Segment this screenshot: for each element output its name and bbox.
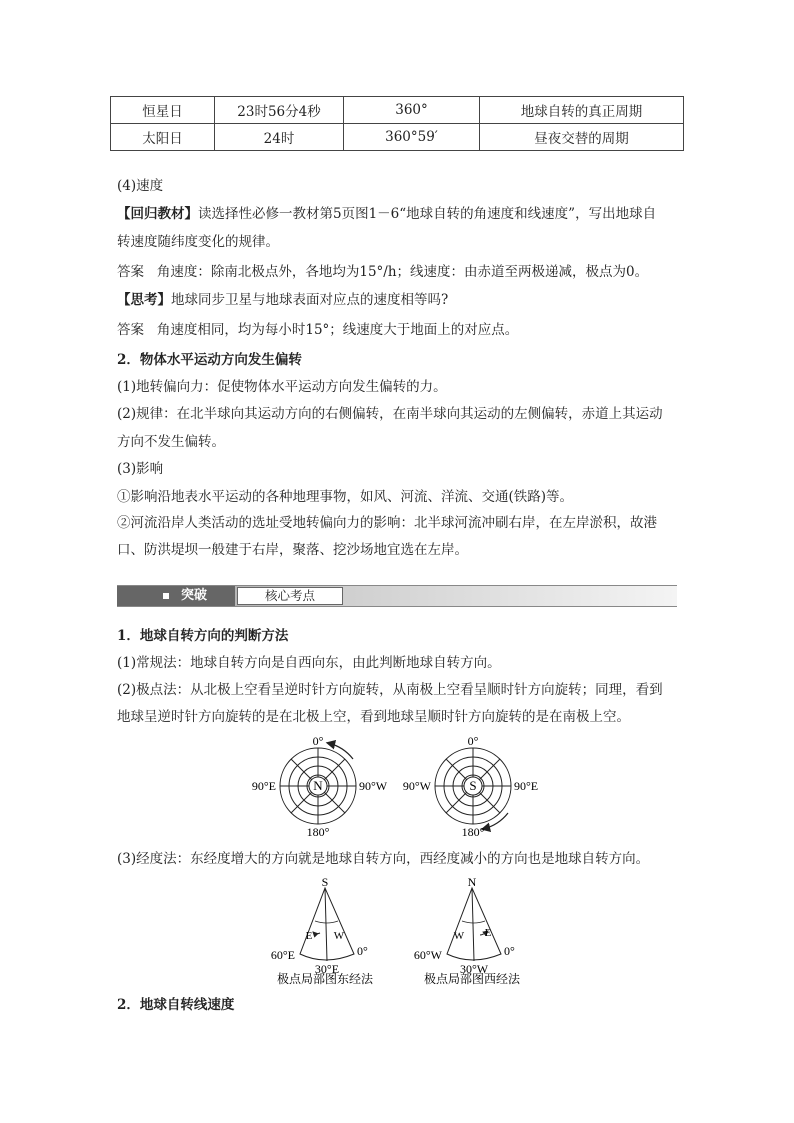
answer-2 (117, 320, 685, 340)
linear-speed-heading: 2．地球自转线速度 (117, 997, 235, 1013)
square-icon (163, 593, 169, 599)
section-banner (117, 585, 677, 607)
textbook-review-line (117, 204, 685, 224)
textbook-review-line-2: 转速度随纬度变化的规律。 (117, 234, 279, 250)
fan-mid-label: 30°W (459, 962, 489, 976)
answer-label: 答案 (117, 322, 144, 338)
deflection-rule-2: 方向不发生偏转。 (117, 434, 225, 450)
north-pole-label: N (313, 778, 323, 793)
fan-apex-label: N (467, 876, 477, 889)
textbook-review-text: 读选择性必修一教材第5页图1－6“地球自转的角速度和线速度”，写出地球自 (198, 206, 657, 222)
fan-right-label: 0° (504, 944, 515, 958)
banner-dark-tab (117, 586, 235, 606)
table-cell: 360° (344, 97, 480, 124)
left-label: 90°E (251, 779, 276, 793)
polar-view-diagrams (240, 732, 560, 840)
right-label: 90°W (359, 779, 388, 793)
think-line (117, 290, 685, 310)
bottom-label: 180° (461, 825, 485, 839)
table-row (111, 97, 684, 124)
influence-heading: (3)影响 (117, 461, 164, 477)
deflection-rule: (2)规律：在北半球向其运动方向的右侧偏转，在南半球向其运动的左侧偏转，赤道上其运动 (117, 406, 663, 422)
think-tag: 【思考】 (117, 292, 171, 308)
fan-caption: 极点局部图东经法 (276, 972, 374, 986)
fan-left-label: 60°E (270, 948, 295, 962)
banner-dark-label: 突破 (181, 588, 208, 603)
bottom-label: 180° (306, 825, 330, 839)
south-pole-label: S (469, 778, 477, 793)
influence-2-cont: 口、防洪堤坝一般建于右岸，聚落、挖沙场地宜选在左岸。 (117, 542, 468, 558)
day-comparison-table (110, 96, 684, 151)
method-polar: (2)极点法：从北极上空看呈逆时针方向旋转，从南极上空看呈顺时针方向旋转；同理，看到 (117, 682, 663, 698)
fan-e-label: E (305, 930, 313, 942)
answer-text: 角速度相同，均为每小时15°；线速度大于地面上的对应点。 (156, 322, 519, 338)
table-cell: 地球自转的真正周期 (480, 97, 684, 124)
fan-mid-label: 30°E (314, 962, 340, 976)
fan-right-label: 0° (357, 944, 368, 958)
fan-left-label: 60°W (413, 948, 442, 962)
east-longitude-fan (300, 888, 354, 961)
method-longitude: (3)经度法：东经度增大的方向就是地球自转方向，西经度减小的方向也是地球自转方向。 (117, 851, 650, 867)
arrow-icon (313, 932, 320, 934)
fan-e-label: E (484, 927, 492, 939)
left-label: 90°W (402, 779, 431, 793)
influence-2: ②河流沿岸人类活动的选址受地转偏向力的影响：北半球河流冲刷右岸，在左岸淤积，故港 (117, 515, 657, 531)
answer-text: 角速度：除南北极点外，各地均为15°/h；线速度：由赤道至两极递减，极点为0。 (156, 264, 649, 280)
method-polar-2: 地球呈逆时针方向旋转的是在北极上空，看到地球呈顺时针方向旋转的是在南极上空。 (117, 709, 630, 725)
answer-1 (117, 262, 685, 282)
banner-light-tab: 核心考点 (237, 587, 343, 605)
speed-heading: (4)速度 (117, 178, 164, 194)
table-row (111, 124, 684, 151)
table-cell: 360°59′ (344, 124, 480, 151)
west-longitude-fan (447, 888, 501, 961)
textbook-review-tag: 【回归教材】 (117, 206, 198, 222)
table-cell: 23时56分4秒 (215, 97, 344, 124)
method-heading: 1．地球自转方向的判断方法 (117, 628, 289, 644)
right-label: 90°E (514, 779, 539, 793)
longitude-fan-diagrams (262, 876, 552, 988)
think-text: 地球同步卫星与地球表面对应点的速度相等吗? (171, 292, 449, 308)
answer-label: 答案 (117, 264, 144, 280)
fan-apex-label: S (321, 876, 329, 889)
table-cell: 太阳日 (111, 124, 215, 151)
table-cell: 昼夜交替的周期 (480, 124, 684, 151)
top-label: 0° (312, 734, 324, 748)
table-cell: 24时 (215, 124, 344, 151)
influence-1: ①影响沿地表水平运动的各种地理事物，如风、河流、洋流、交通(铁路)等。 (117, 489, 574, 505)
coriolis-definition: (1)地转偏向力：促使物体水平运动方向发生偏转的力。 (117, 379, 447, 395)
fan-caption: 极点局部图西经法 (423, 972, 521, 986)
deflection-heading: 2．物体水平运动方向发生偏转 (117, 352, 302, 368)
table-cell: 恒星日 (111, 97, 215, 124)
top-label: 0° (467, 734, 479, 748)
fan-w-label: W (453, 930, 465, 942)
fan-w-label: W (333, 930, 345, 942)
method-regular: (1)常规法：地球自转方向是自西向东，由此判断地球自转方向。 (117, 655, 501, 671)
